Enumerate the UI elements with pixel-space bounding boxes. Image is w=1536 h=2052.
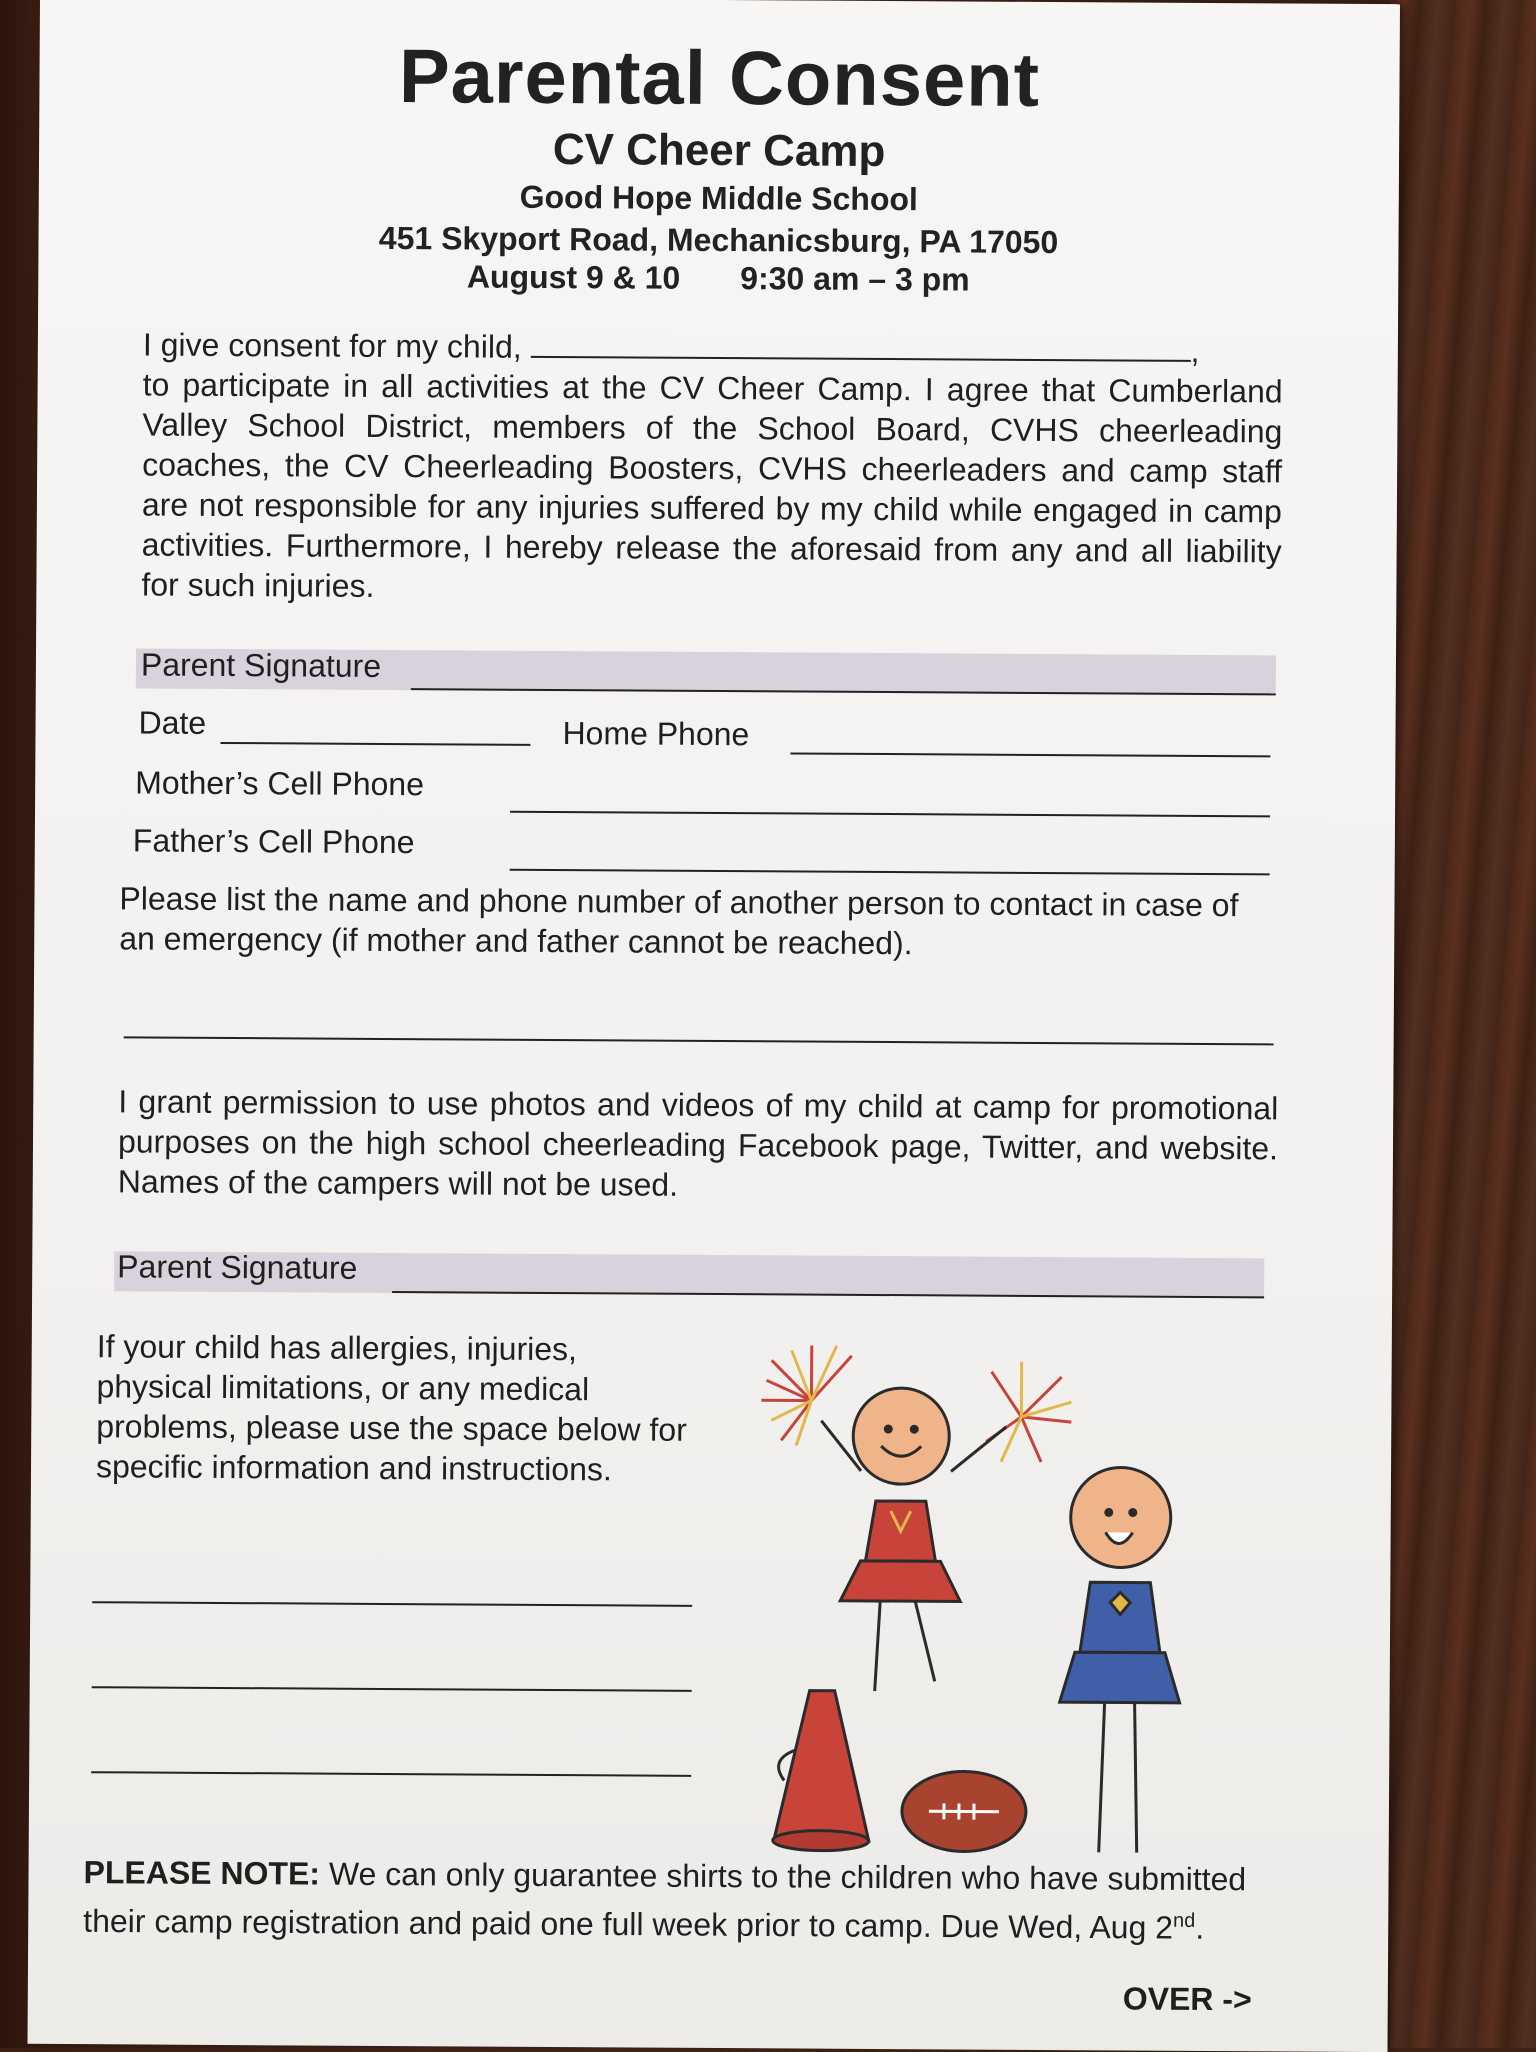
consent-paragraph: I give consent for my child, , to participate in all activities at the CV Cheer Camp. I agree that Cumberland Valley School District, members of the School Board, CVHS cheerleading coaches, the CV Cheerleading Boosters, CVHS cheerleaders and camp staff are not responsible for any injuries suffered by my child while engaged in camp activities. Furthermore, I hereby release the aforesaid from any and all liability for such injuries. [141, 324, 1283, 611]
school-name: Good Hope Middle School [39, 176, 1399, 221]
date-field[interactable] [220, 742, 530, 746]
football-icon [902, 1771, 1026, 1852]
medical-instructions: If your child has allergies, injuries, physical limitations, or any medical problems, please use the space below for specific information and instructions. [96, 1326, 697, 1490]
cheerleader-red [820, 1388, 1007, 1692]
note-label: PLEASE NOTE: [83, 1854, 320, 1891]
date-label: Date [138, 704, 206, 741]
pom-pom-left [761, 1345, 852, 1446]
consent-body: to participate in all activities at the CV Cheer Camp. I agree that Cumberland Valley School District, members of the School Board, CVHS cheerleading coaches, the CV Cheerleading Boosters, CVHS cheerleaders and camp staff are not responsible for any injuries suffered by my child while engaged in camp activities. Furthermore, I hereby release the aforesaid from any and all liability for such injuries. [141, 366, 1282, 603]
consent-lead: I give consent for my child, [143, 326, 522, 364]
pom-pom-right [986, 1362, 1072, 1463]
child-name-field[interactable] [531, 328, 1191, 362]
cheerleader-blue [1059, 1467, 1181, 1853]
camp-time: 9:30 am – 3 pm [740, 260, 970, 297]
cheerleaders-illustration [749, 1320, 1272, 1883]
home-phone-field[interactable] [790, 752, 1270, 757]
fathers-cell-field[interactable] [510, 869, 1270, 876]
camp-dates: August 9 & 10 [467, 258, 681, 295]
table-surface-right [1390, 0, 1536, 2048]
mothers-cell-field[interactable] [510, 811, 1270, 818]
home-phone-label: Home Phone [562, 715, 749, 753]
note-sup: nd [1173, 1910, 1195, 1932]
medical-info-line-1[interactable] [92, 1601, 692, 1607]
medical-info-line-3[interactable] [91, 1771, 691, 1777]
emergency-contact-instructions: Please list the name and phone number of another person to contact in case of an emergency (if mother and father cannot be reached). [119, 878, 1279, 965]
note-text: We can only guarantee shirts to the children who have submitted their camp registration and paid one full week prior to camp. Due Wed, Aug 2 [83, 1856, 1246, 1946]
camp-name: CV Cheer Camp [39, 122, 1399, 180]
please-note: PLEASE NOTE: We can only guarantee shirts to the children who have submitted their camp registration and paid one full week prior to camp. Due Wed, Aug 2nd. [83, 1851, 1284, 1949]
medical-info-line-2[interactable] [92, 1686, 692, 1692]
emergency-contact-field[interactable] [124, 1036, 1274, 1045]
over-indicator: OVER -> [1123, 1980, 1252, 2018]
fathers-cell-label: Father’s Cell Phone [133, 822, 415, 861]
photo-parent-signature-label: Parent Signature [117, 1248, 357, 1286]
parent-signature-label: Parent Signature [141, 646, 381, 684]
mothers-cell-label: Mother’s Cell Phone [135, 764, 424, 803]
camp-schedule [38, 256, 1398, 301]
school-address: 451 Skyport Road, Mechanicsburg, PA 17050 [38, 218, 1398, 263]
photo-permission-paragraph: I grant permission to use photos and videos of my child at camp for promotional purposes on the high school cheerleading Facebook page, Twitter, and website. Names of the campers will not be used. [118, 1081, 1279, 1208]
consent-form-paper [28, 0, 1400, 2052]
megaphone-icon [773, 1690, 870, 1851]
form-title: Parental Consent [39, 31, 1400, 126]
